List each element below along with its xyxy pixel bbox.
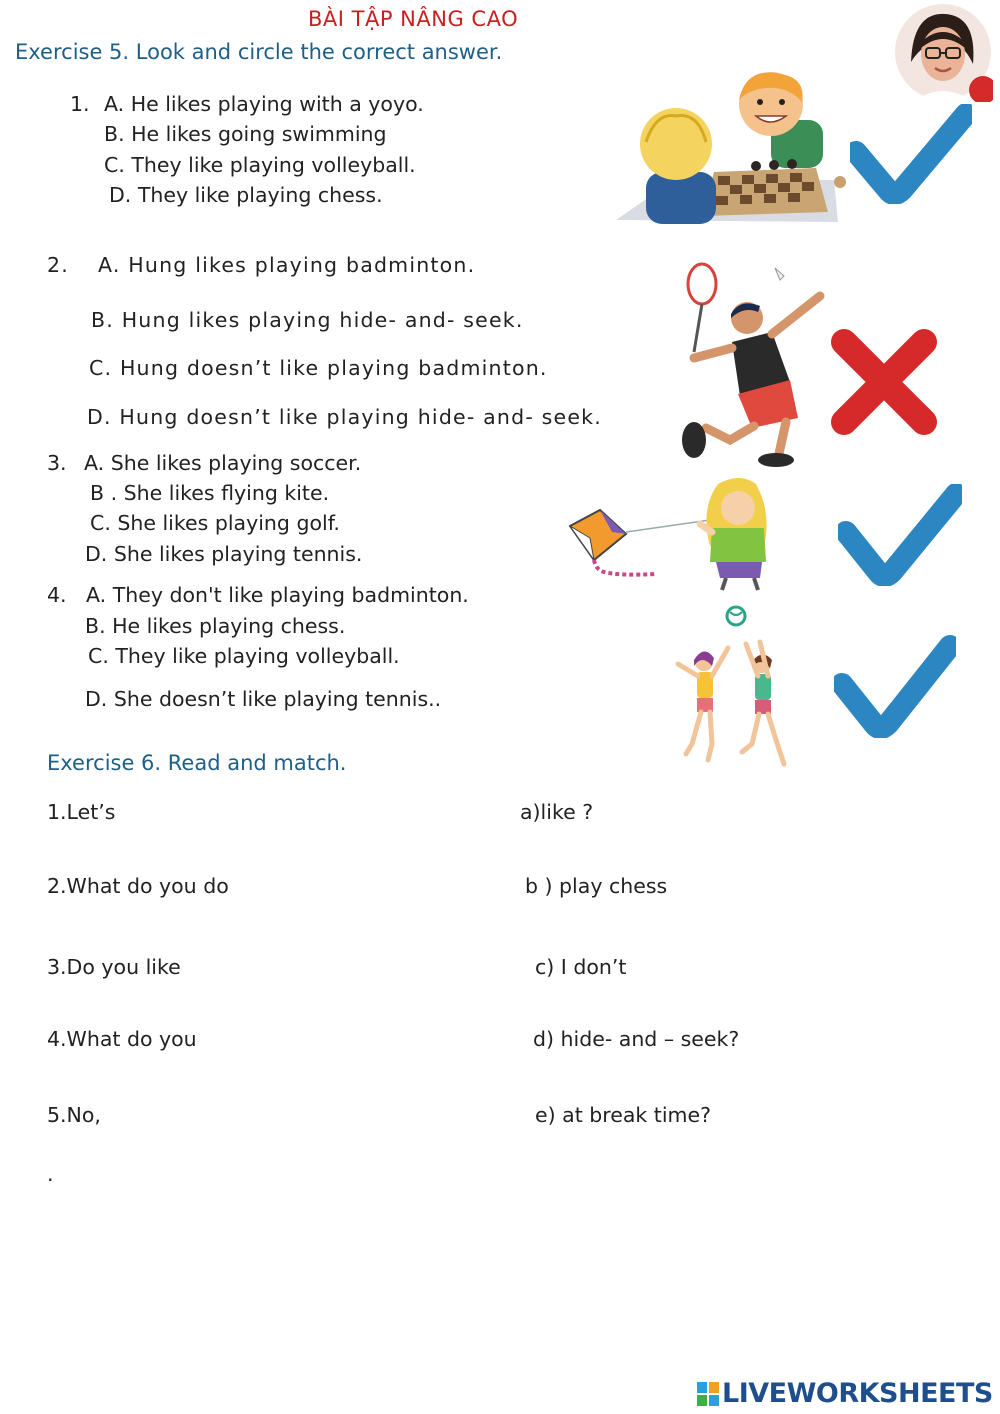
question-3-number: 3. — [47, 451, 67, 475]
page-title: BÀI TẬP NÂNG CAO — [308, 7, 519, 31]
exercise5-heading: Exercise 5. Look and circle the correct answer. — [15, 40, 503, 64]
question-2-option-a[interactable]: A. Hung likes playing badminton. — [98, 253, 476, 277]
question-3-option-c[interactable]: C. She likes playing golf. — [90, 511, 340, 535]
liveworksheets-logo-text: LIVEWORKSHEETS — [722, 1378, 993, 1409]
question-2-cross-icon — [826, 328, 942, 436]
match-left-4[interactable]: 4.What do you — [47, 1027, 197, 1051]
match-right-a[interactable]: a)like ? — [520, 800, 594, 824]
question-3-check-icon — [838, 484, 962, 586]
match-right-b[interactable]: b ) play chess — [525, 874, 668, 898]
question-3-option-d[interactable]: D. She likes playing tennis. — [85, 542, 363, 566]
question-3-option-a[interactable]: A. She likes playing soccer. — [84, 451, 362, 475]
question-4-option-a[interactable]: A. They don't like playing badminton. — [86, 583, 469, 607]
teacher-avatar — [893, 2, 993, 102]
liveworksheets-badge-icon — [697, 1382, 719, 1406]
question-2-number: 2. — [47, 253, 69, 277]
match-right-e[interactable]: e) at break time? — [535, 1103, 711, 1127]
children-playing-chess-image — [606, 72, 846, 240]
question-1-option-b[interactable]: B. He likes going swimming — [104, 122, 387, 146]
match-left-5[interactable]: 5.No, — [47, 1103, 101, 1127]
question-1-option-c[interactable]: C. They like playing volleyball. — [104, 153, 416, 177]
girls-playing-volleyball-image — [664, 604, 804, 772]
question-1-check-icon — [850, 104, 972, 204]
question-2-option-b[interactable]: B. Hung likes playing hide- and- seek. — [91, 308, 524, 332]
match-left-1[interactable]: 1.Let’s — [47, 800, 116, 824]
boy-playing-badminton-image — [680, 262, 830, 467]
question-2-option-c[interactable]: C. Hung doesn’t like playing badminton. — [89, 356, 548, 380]
question-4-option-c[interactable]: C. They like playing volleyball. — [88, 644, 400, 668]
question-1-option-d[interactable]: D. They like playing chess. — [109, 183, 383, 207]
question-1-number: 1. — [70, 92, 90, 116]
question-1-option-a[interactable]: A. He likes playing with a yoyo. — [104, 92, 424, 116]
match-right-c[interactable]: c) I don’t — [535, 955, 627, 979]
liveworksheets-logo — [697, 1378, 993, 1409]
match-left-2[interactable]: 2.What do you do — [47, 874, 229, 898]
question-4-number: 4. — [47, 583, 67, 607]
girl-flying-kite-image — [560, 474, 785, 592]
match-left-3[interactable]: 3.Do you like — [47, 955, 181, 979]
question-4-check-icon — [834, 634, 956, 738]
exercise6-heading: Exercise 6. Read and match. — [47, 751, 347, 775]
question-3-option-b[interactable]: B . She likes flying kite. — [90, 481, 330, 505]
question-4-option-b[interactable]: B. He likes playing chess. — [85, 614, 346, 638]
match-right-d[interactable]: d) hide- and – seek? — [533, 1027, 740, 1051]
question-2-option-d[interactable]: D. Hung doesn’t like playing hide- and- seek. — [87, 405, 602, 429]
trailing-dot: . — [47, 1162, 54, 1186]
question-4-option-d[interactable]: D. She doesn’t like playing tennis.. — [85, 687, 442, 711]
